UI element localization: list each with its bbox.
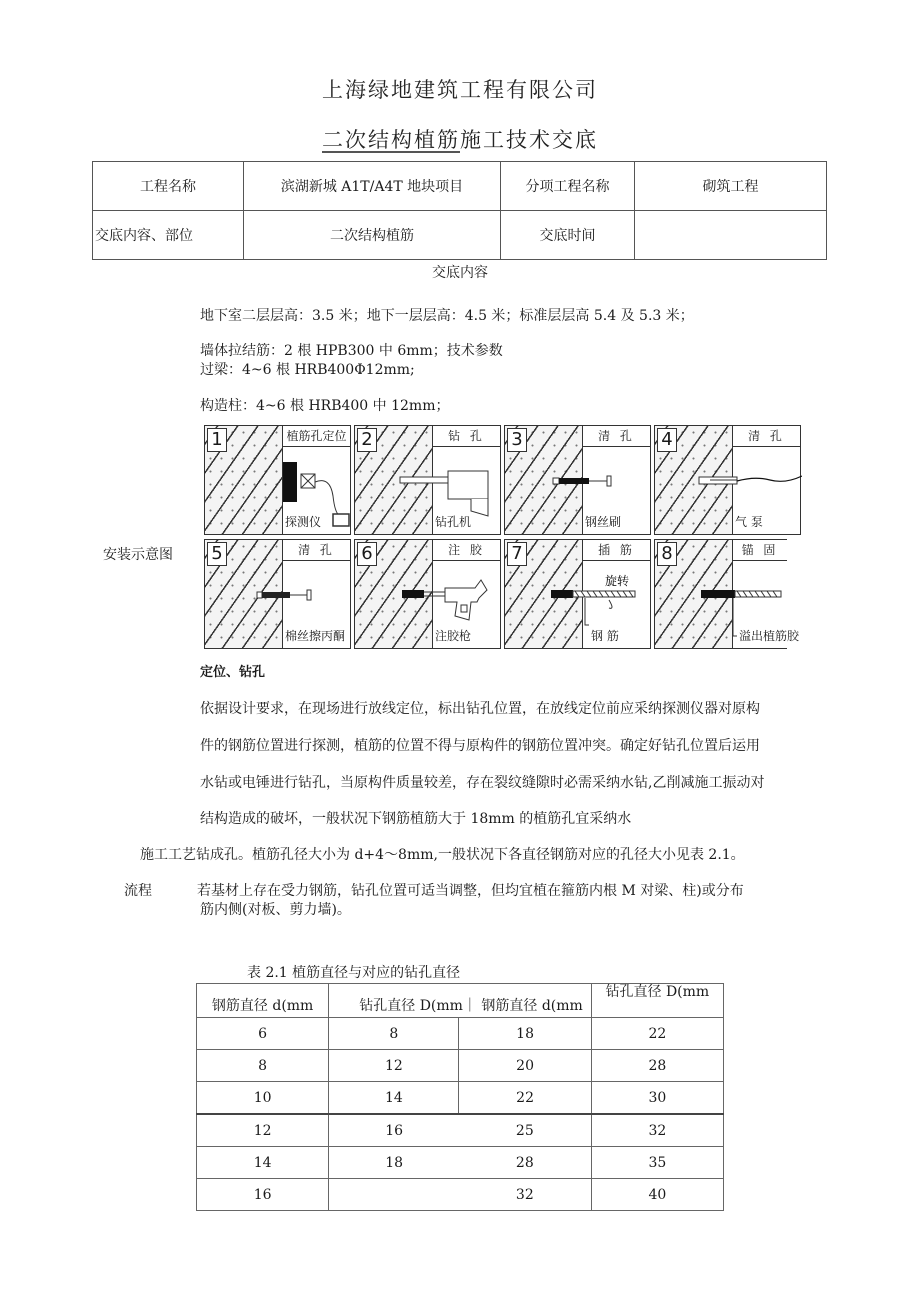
cell-rebar-d: 10	[197, 1082, 329, 1115]
step-tool-label: 气 泵	[735, 515, 763, 529]
step-tool-label: 钢丝刷	[585, 515, 622, 529]
sub-project-value: 砌筑工程	[635, 162, 827, 211]
cell-rebar-d: 14	[197, 1147, 329, 1179]
step-tool-label: 探测仪	[285, 515, 322, 529]
cell-rebar-d: 6	[197, 1018, 329, 1050]
diameter-table	[196, 983, 724, 1211]
drilling-paragraph-line: 件的钢筋位置进行探测，植筋的位置不得与原构件的钢筋位置冲突。确定好钻孔位置后运用	[200, 738, 760, 754]
diagram-panel-6	[354, 539, 501, 649]
flow-line: 若基材上存在受力钢筋，钻孔位置可适当调整，但均宜植在箍筋内根 M 对梁、柱)或分布	[197, 883, 744, 899]
glue-gun-icon	[355, 540, 502, 650]
table-header-row	[197, 984, 724, 1018]
document-title	[0, 124, 920, 154]
cell-rebar-d: 16	[197, 1179, 329, 1211]
header-rebar-diameter: 钢筋直径 d(mm	[197, 984, 329, 1018]
cell-rebar-d: 22	[459, 1082, 591, 1115]
diagram-panel-2	[354, 425, 501, 535]
floor-heights-text: 地下室二层层高：3.5 米；地下一层层高：4.5 米；标准层层高 5.4 及 5.3 米；	[200, 308, 694, 324]
flow-line: 筋内侧(对板、剪力墙)。	[200, 902, 351, 918]
content-location-label: 交底内容、部位	[93, 211, 244, 260]
cell-drill-d: 18	[329, 1147, 459, 1179]
project-name-value: 滨湖新城 A1T/A4T 地块项目	[244, 162, 501, 211]
drill-machine-icon	[355, 426, 502, 536]
cell-drill-d: 40	[591, 1179, 723, 1211]
step-title: 锚 固	[733, 540, 787, 561]
drilling-heading: 定位、钻孔	[200, 665, 266, 680]
diagram-panel-1	[204, 425, 351, 535]
table-row	[197, 1050, 724, 1082]
section-heading: 交底内容	[432, 265, 488, 281]
step-number: 4	[657, 428, 677, 452]
step-number: 8	[657, 542, 677, 566]
diagram-panel-5	[204, 539, 351, 649]
header-drill-rebar-diameter: 钻孔直径 D(mm｜ 钢筋直径 d(mm	[329, 984, 591, 1018]
info-row-project	[93, 162, 827, 211]
drilling-paragraph-line: 结构造成的破坏，一般状况下钢筋植筋大于 18mm 的植筋孔宜采纳水	[200, 811, 632, 827]
rotate-label: 旋转	[605, 574, 630, 588]
project-info-table	[92, 161, 827, 260]
step-tool-label: 钻孔机	[435, 515, 472, 529]
cell-drill-d: 35	[591, 1147, 723, 1179]
header-drill-diameter: 钻孔直径 D(mm	[591, 984, 723, 1018]
drilling-paragraph-line: 依据设计要求，在现场进行放线定位，标出钻孔位置，在放线定位前应采纳探测仪器对原构	[200, 701, 760, 717]
step-title: 清 孔	[283, 540, 350, 561]
rebar-insert-icon	[505, 540, 652, 650]
step-number: 5	[207, 542, 227, 566]
cell-drill-d: 32	[591, 1114, 723, 1147]
company-name: 上海绿地建筑工程有限公司	[322, 78, 598, 102]
diagram-panel-3	[504, 425, 651, 535]
cell-drill-d: 30	[591, 1082, 723, 1115]
table-row	[197, 1179, 724, 1211]
table-row	[197, 1147, 724, 1179]
table-row	[197, 1082, 724, 1115]
detector-icon	[205, 426, 352, 536]
step-tool-label: 注胶枪	[435, 629, 472, 643]
diagram-panel-7	[504, 539, 651, 649]
drilling-paragraph-line: 水钻或电锤进行钻孔，当原构件质量较差，存在裂纹缝隙时必需采纳水钻,乙削减施工振动对	[200, 775, 765, 791]
step-title: 注 胶	[433, 540, 500, 561]
cell-drill-d: 8	[329, 1018, 459, 1050]
step-title: 植筋孔定位	[283, 426, 350, 447]
cell-drill-d: 22	[591, 1018, 723, 1050]
project-name-label: 工程名称	[93, 162, 244, 211]
step-title: 清 孔	[733, 426, 800, 447]
content-location-value: 二次结构植筋	[244, 211, 501, 260]
cell-rebar-d: 25	[459, 1114, 591, 1147]
table-row	[197, 1114, 724, 1147]
installation-diagram-label: 安装示意图	[103, 547, 173, 563]
step-tool-label: 钢 筋	[591, 629, 619, 643]
cell-rebar-d: 8	[197, 1050, 329, 1082]
air-pump-icon	[655, 426, 802, 536]
diagram-panel-8	[654, 539, 800, 649]
cell-drill-d	[329, 1179, 459, 1211]
title-rest: 施工技术交底	[460, 128, 598, 152]
sub-project-label: 分项工程名称	[501, 162, 635, 211]
step-tool-label: 溢出植筋胶	[739, 629, 800, 643]
step-number: 3	[507, 428, 527, 452]
cell-drill-d: 12	[329, 1050, 459, 1082]
cell-rebar-d: 18	[459, 1018, 591, 1050]
step-number: 6	[357, 542, 377, 566]
cell-drill-d: 14	[329, 1082, 459, 1115]
flow-label: 流程	[124, 883, 152, 899]
table-row	[197, 1018, 724, 1050]
handover-time-label: 交底时间	[501, 211, 635, 260]
wire-brush-icon	[505, 426, 652, 536]
cell-rebar-d: 28	[459, 1147, 591, 1179]
cell-rebar-d: 32	[459, 1179, 591, 1211]
step-number: 2	[357, 428, 377, 452]
cell-drill-d: 28	[591, 1050, 723, 1082]
title-underlined-part: 二次结构植筋	[322, 128, 460, 152]
column-text: 构造柱：4~6 根 HRB400 中 12mm；	[200, 398, 450, 414]
cell-drill-d: 16	[329, 1114, 459, 1147]
cell-rebar-d: 12	[197, 1114, 329, 1147]
drilling-continuation: 施工工艺钻成孔。植筋孔径大小为 d+4～8mm,一般状况下各直径钢筋对应的孔径大小见表 2.1。	[140, 847, 745, 863]
cell-rebar-d: 20	[459, 1050, 591, 1082]
step-title: 插 筋	[583, 540, 650, 561]
info-row-content	[93, 211, 827, 260]
step-title: 清 孔	[583, 426, 650, 447]
step-title: 钻 孔	[433, 426, 500, 447]
installation-diagram	[204, 425, 800, 659]
step-number: 1	[207, 428, 227, 452]
table-caption: 表 2.1 植筋直径与对应的钻孔直径	[247, 965, 461, 981]
wall-tie-text: 墙体拉结筋：2 根 HPB300 中 6mm；技术参数	[200, 343, 503, 359]
diagram-panel-4	[654, 425, 801, 535]
step-tool-label: 棉丝擦丙酮	[285, 629, 346, 643]
lintel-text: 过梁：4~6 根 HRB400Φ12mm;	[200, 362, 415, 378]
handover-time-value	[635, 211, 827, 260]
step-number: 7	[507, 542, 527, 566]
